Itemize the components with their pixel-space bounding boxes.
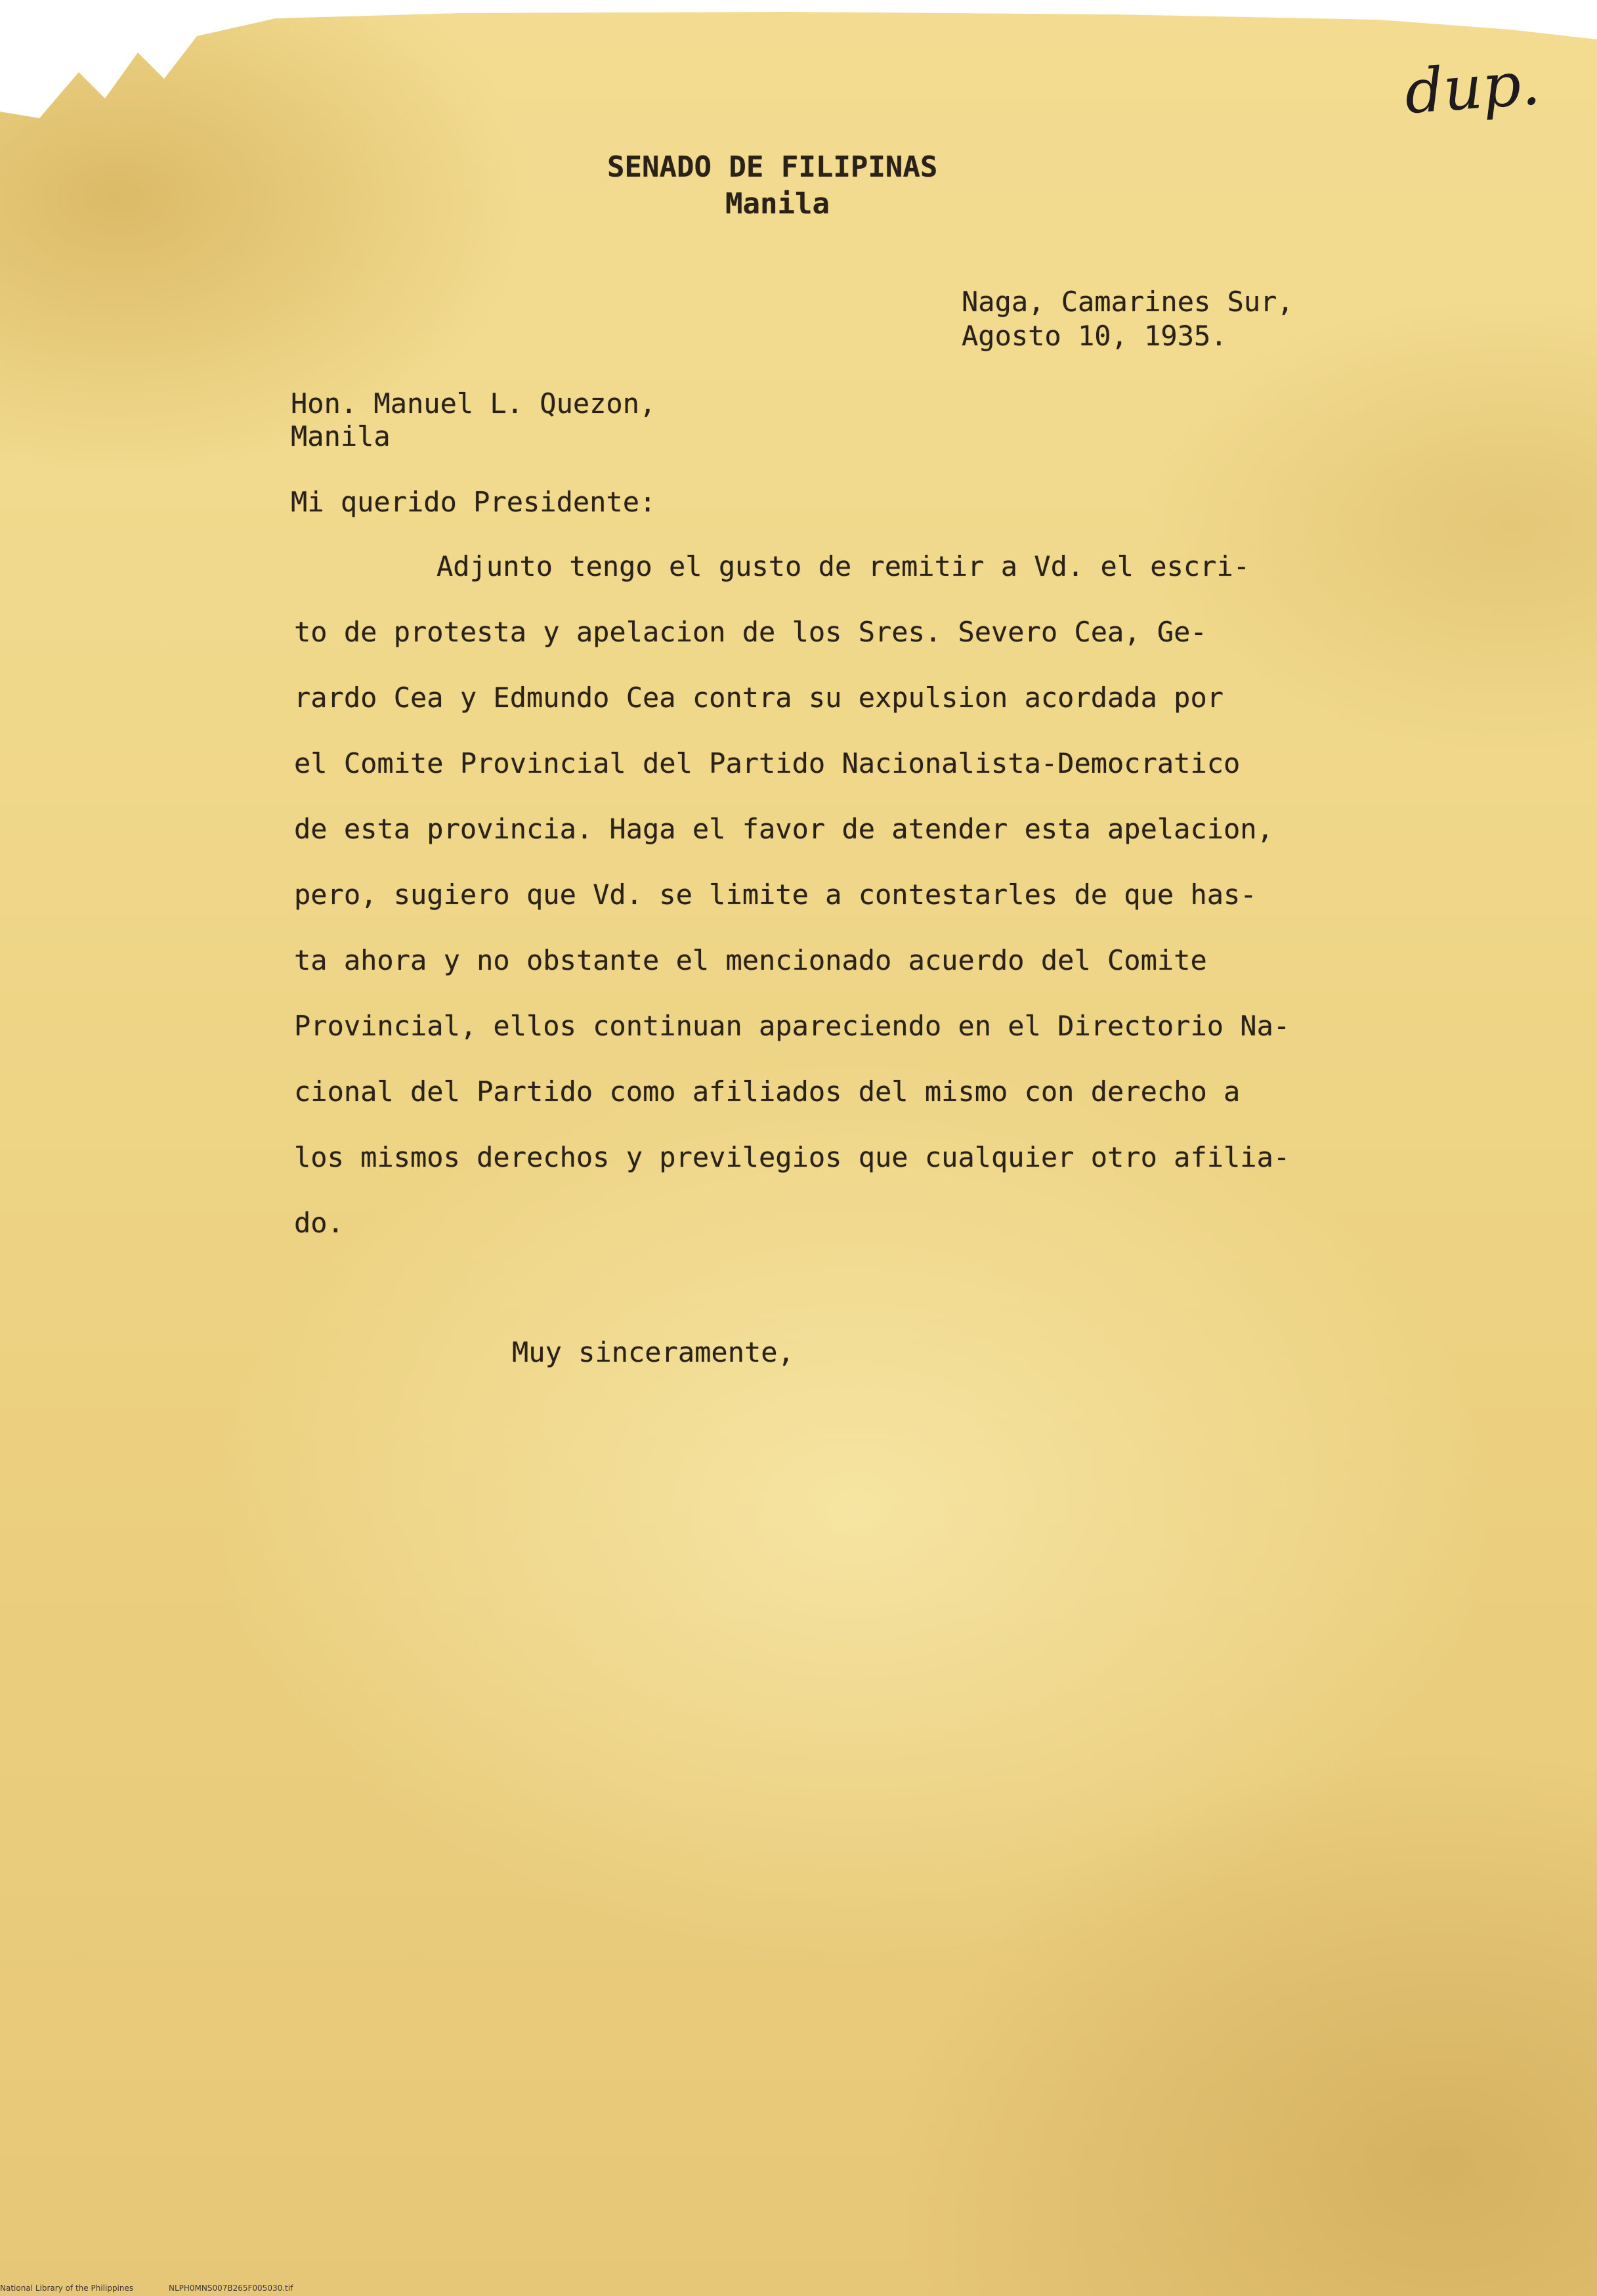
handwritten-note: dup. bbox=[1402, 47, 1543, 128]
closing: Muy sinceramente, bbox=[512, 1336, 794, 1368]
footer-archive: National Library of the Philippines bbox=[0, 2284, 134, 2293]
body-line: ta ahora y no obstante el mencionado acuerdo del Comite bbox=[294, 944, 1207, 976]
body-line: pero, sugiero que Vd. se limite a contestarles de que has- bbox=[294, 878, 1257, 911]
dateline-place: Naga, Camarines Sur, bbox=[962, 286, 1294, 318]
letterhead-city: Manila bbox=[725, 187, 830, 221]
body-line: do. bbox=[294, 1207, 344, 1239]
body-line: to de protesta y apelacion de los Sres. Severo Cea, Ge- bbox=[294, 616, 1207, 648]
body-line: los mismos derechos y previlegios que cualquier otro afilia- bbox=[294, 1141, 1290, 1173]
body-line: Provincial, ellos continuan apareciendo en el Directorio Na- bbox=[294, 1010, 1290, 1042]
footer-filename: NLPH0MNS007B265F005030.tif bbox=[168, 2284, 293, 2293]
torn-corner-decoration bbox=[0, 0, 1597, 131]
body-line: Adjunto tengo el gusto de remitir a Vd. el escri- bbox=[437, 550, 1250, 582]
body-line: cional del Partido como afiliados del mismo con derecho a bbox=[294, 1075, 1241, 1108]
body-line: de esta provincia. Haga el favor de atender esta apelacion, bbox=[294, 813, 1273, 845]
recipient-city: Manila bbox=[291, 420, 391, 452]
letterhead-organization: SENADO DE FILIPINAS bbox=[607, 150, 938, 184]
dateline-date: Agosto 10, 1935. bbox=[962, 320, 1227, 352]
salutation: Mi querido Presidente: bbox=[291, 486, 656, 518]
archive-footer bbox=[0, 2284, 326, 2293]
body-line: el Comite Provincial del Partido Nacionalista-Democratico bbox=[294, 747, 1241, 779]
recipient-name: Hon. Manuel L. Quezon, bbox=[291, 387, 656, 420]
body-line: rardo Cea y Edmundo Cea contra su expulsion acordada por bbox=[294, 682, 1224, 714]
